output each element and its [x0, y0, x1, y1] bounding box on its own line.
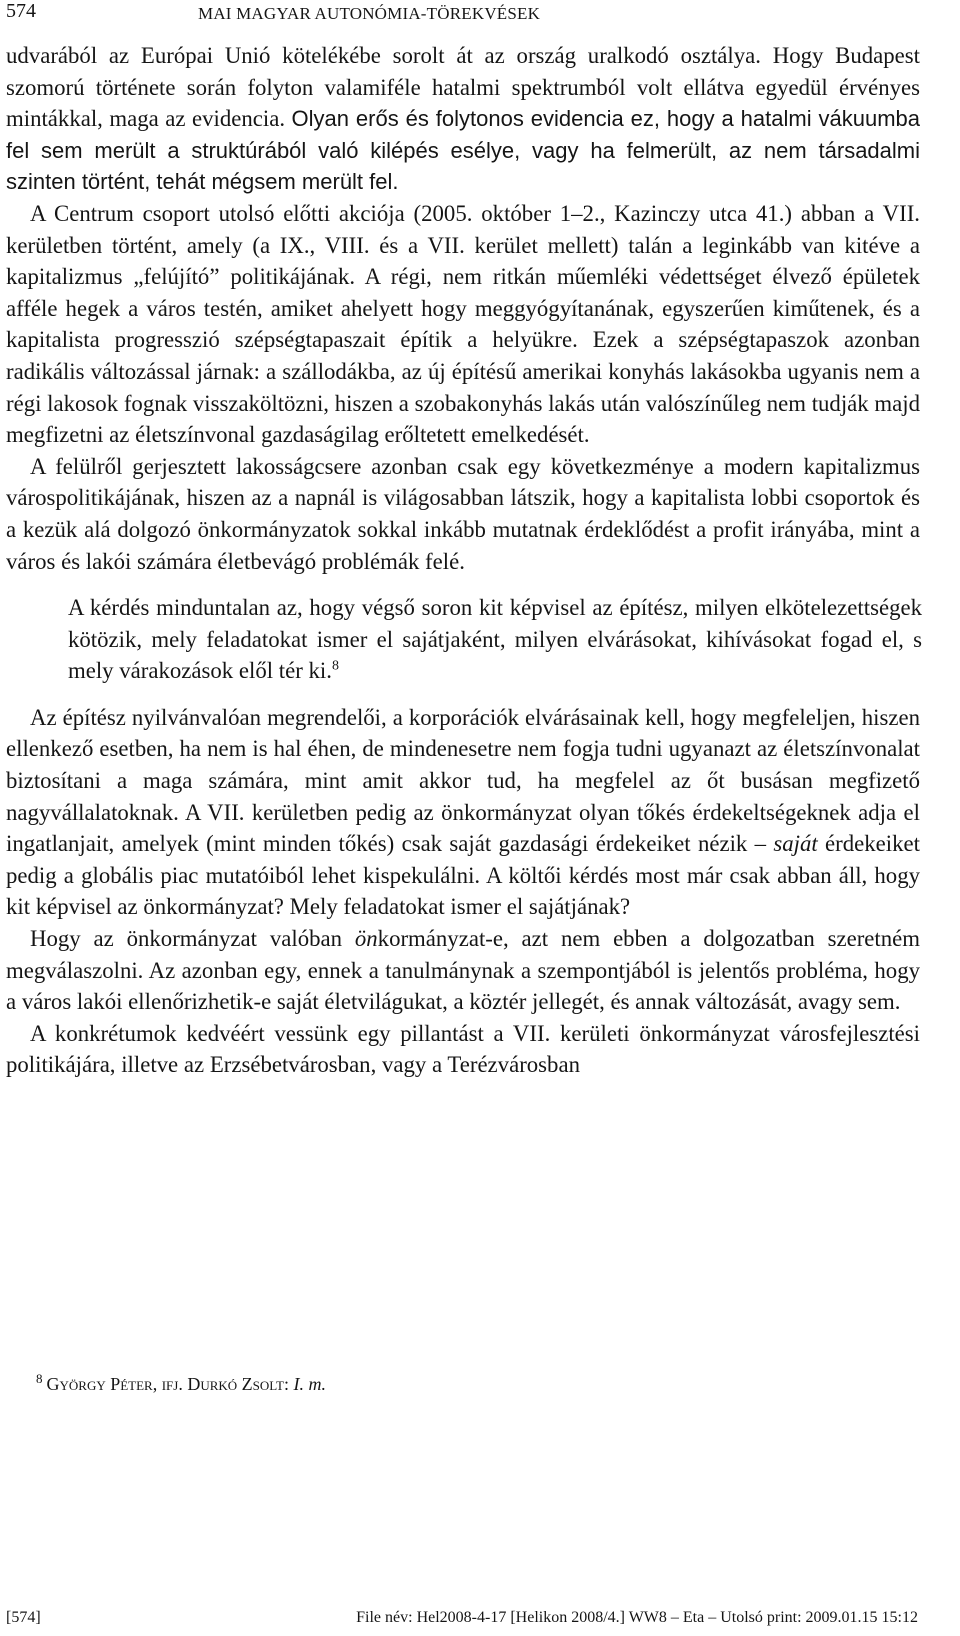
footnote-reference-text: I. m.	[293, 1374, 326, 1394]
paragraph-4	[6, 702, 920, 923]
paragraph-1-sans: Olyan erős és folytonos evidencia ez, hogy a hatalmi vákuumba fel sem merült a struktúrából való kilépés esélye, vagy ha felmerült, az nem társadalmi szinten történt, tehát mégsem merült fel.	[6, 106, 920, 195]
footer-page-number: [574]	[6, 1609, 41, 1626]
paragraph-3: A felülről gerjesztett lakosságcsere azonban csak egy következménye a modern kapitalizmus várospolitikájának, hiszen az a napnál is világosabban látszik, hogy a kapitalista lobbi csoportok és a kezük alá dolgozó önkormányzatok sokkal inkább mutatnak érdeklődést a profit irányába, mint a város és lakói számára életbevágó problémák felé.	[6, 453, 920, 574]
paragraph-5	[6, 923, 920, 1018]
footnote	[36, 1371, 326, 1395]
footnote-marker: 8	[36, 1371, 43, 1386]
body-text	[6, 40, 920, 1081]
paragraph-5-text-a: Hogy az önkormányzat valóban	[30, 926, 355, 952]
running-head: MAI MAGYAR AUTONÓMIA-TÖREKVÉSEK	[198, 4, 541, 23]
paragraph-2: A Centrum csoport utolsó előtti akciója (2005. október 1–2., Kazinczy utca 41.) abban a VII. kerületben történt, amely (a IX., VIII. és a VII. kerület mellett) talán a leginkább van kitéve a kapitalizmus „felújító” politikájának. A régi, nem ritkán műemléki védettséget élvező épületek afféle hegek a város testén, amiket ahelyett hogy meggyógyítanának, egyszerűen kiműtenek, és a kapitalista progresszió szépségtapaszait építik a helyükre. Ezek a szépségtapaszok azonban radikális változással járnak: a szállodákba, az új építésű amerikai konyhás lakásokba ugyanis nem a régi lakosok fognak visszaköltözni, hiszen a szobakonyhás lakás után valószínűleg nem tudják majd megfizetni az életszínvonal gazdaságilag erőltetett emelkedését.	[6, 200, 920, 448]
paragraph-1-serif: udvarából az Európai Unió kötelékébe sorolt át az ország uralkodó osztálya. Hogy Budapest szomorú története során folyton valamiféle hatalmi spektrumból volt ellátva egyedül érvényes mintákkal, maga az evidencia.	[6, 43, 920, 132]
page-number: 574	[6, 0, 36, 22]
paragraph-4-text-a: Az építész nyilvánvalóan megrendelői, a korporációk elvárásainak kell, hogy megfeleljen, hiszen ellenkező esetben, ha nem is hal éhen, de mindenesetre nem fogja tudni ugyanazt az életszínvonalat biztosítani a maga számára, mint amit akkor tud, ha megfelel az őt busásan megfizető nagyvállalatoknak. A VII. kerületben pedig az önkormányzat olyan tőkés érdekeltségeknek adja el ingatlanjait, amelyek (mint minden tőkés) csak saját gazdasági érdekeiket nézik –	[6, 704, 920, 857]
paragraph-5-emphasis: ön	[354, 926, 378, 952]
paragraph-4-text-b: érdekeiket pedig a globális piac mutatóiból lehet kispekulálni. A költői kérdés most már csak abban áll, hogy kit képvisel az önkormányzat? Mely feladatokat ismer el sajátjának?	[6, 831, 920, 920]
quote-text: A kérdés minduntalan az, hogy végső soron kit képvisel az építész, milyen elkötelezettségek kötözik, mely feladatokat ismer el sajátjaként, milyen elvárásokat, kihívásokat fogad el, s mely várakozások elől tér ki.	[68, 595, 922, 684]
footnote-authors: György Péter, ifj. Durkó Zsolt:	[46, 1374, 289, 1394]
footer-file-info: File név: Hel2008-4-17 [Helikon 2008/4.] WW8 – Eta – Utolsó print: 2009.01.15 15:12	[356, 1609, 918, 1626]
page-header	[6, 0, 934, 28]
paragraph-6: A konkrétumok kedvéért vessünk egy pillantást a VII. kerületi önkormányzat városfejlesztési politikájára, illetve az Erzsébetvárosban, vagy a Terézvárosban	[6, 1020, 920, 1078]
paragraph-4-emphasis: saját	[773, 831, 818, 857]
paragraph-1	[6, 40, 920, 198]
footnote-reference: 8	[331, 658, 339, 674]
block-quote	[68, 592, 922, 687]
paragraph-5-text-b: kormányzat-e, azt nem ebben a dolgozatban szeretném megválaszolni. Az azonban egy, ennek a tanulmánynak a szempontjából is jelentős probléma, hogy a város lakói ellenőrizhetik-e saját életvilágukat, a köztér jellegét, és annak változását, avagy sem.	[6, 926, 920, 1015]
